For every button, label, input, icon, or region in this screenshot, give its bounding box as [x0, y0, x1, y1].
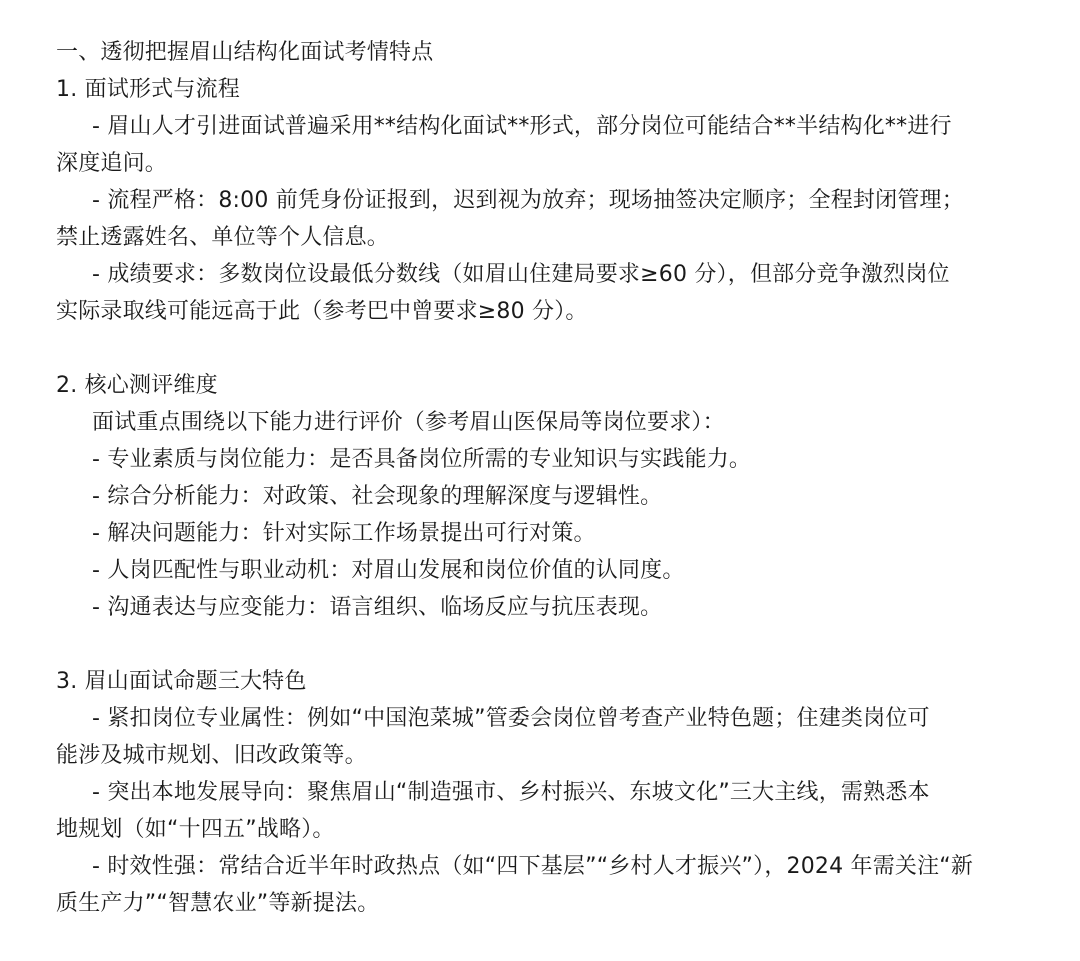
- bullet-1-1-line2: 深度追问。: [56, 151, 168, 176]
- bullet-3-1-line1: - 紧扣岗位专业属性：例如“中国泡菜城”管委会岗位曾考查产业特色题；住建类岗位可: [92, 706, 930, 731]
- bullet-3-2-line1: - 突出本地发展导向：聚焦眉山“制造强市、乡村振兴、东坡文化”三大主线，需熟悉本: [92, 780, 930, 805]
- bullet-2-5: - 沟通表达与应变能力：语言组织、临场反应与抗压表现。: [92, 595, 663, 620]
- bullet-2-3: - 解决问题能力：针对实际工作场景提出可行对策。: [92, 521, 596, 546]
- bullet-3-3-line2: 质生产力”“智慧农业”等新提法。: [56, 891, 380, 916]
- subsection-2-intro: 面试重点围绕以下能力进行评价（参考眉山医保局等岗位要求）：: [92, 410, 725, 435]
- subsection-heading-3: 3. 眉山面试命题三大特色: [56, 669, 307, 694]
- bullet-1-3-line2: 实际录取线可能远高于此（参考巴中曾要求≥80 分）。: [56, 299, 588, 324]
- bullet-2-1: - 专业素质与岗位能力：是否具备岗位所需的专业知识与实践能力。: [92, 447, 752, 472]
- bullet-3-3-line1: - 时效性强：常结合近半年时政热点（如“四下基层”“乡村人才振兴”），2024 年需关注“新: [92, 854, 974, 879]
- bullet-1-3-line1: - 成绩要求：多数岗位设最低分数线（如眉山住建局要求≥60 分），但部分竞争激烈岗位: [92, 262, 950, 287]
- bullet-3-1-line2: 能涉及城市规划、旧改政策等。: [56, 743, 367, 768]
- bullet-2-2: - 综合分析能力：对政策、社会现象的理解深度与逻辑性。: [92, 484, 663, 509]
- subsection-heading-1: 1. 面试形式与流程: [56, 77, 240, 102]
- bullet-3-2-line2: 地规划（如“十四五”战略）。: [56, 817, 335, 842]
- bullet-1-1-line1: - 眉山人才引进面试普遍采用**结构化面试**形式，部分岗位可能结合**半结构化**进行: [92, 114, 952, 139]
- bullet-1-2-line2: 禁止透露姓名、单位等个人信息。: [56, 225, 390, 250]
- subsection-heading-2: 2. 核心测评维度: [56, 373, 218, 398]
- bullet-1-2-line1: - 流程严格：8:00 前凭身份证报到，迟到视为放弃；现场抽签决定顺序；全程封闭管理；: [92, 188, 964, 213]
- bullet-2-4: - 人岗匹配性与职业动机：对眉山发展和岗位价值的认同度。: [92, 558, 685, 583]
- section-title: 一、透彻把握眉山结构化面试考情特点: [56, 40, 434, 65]
